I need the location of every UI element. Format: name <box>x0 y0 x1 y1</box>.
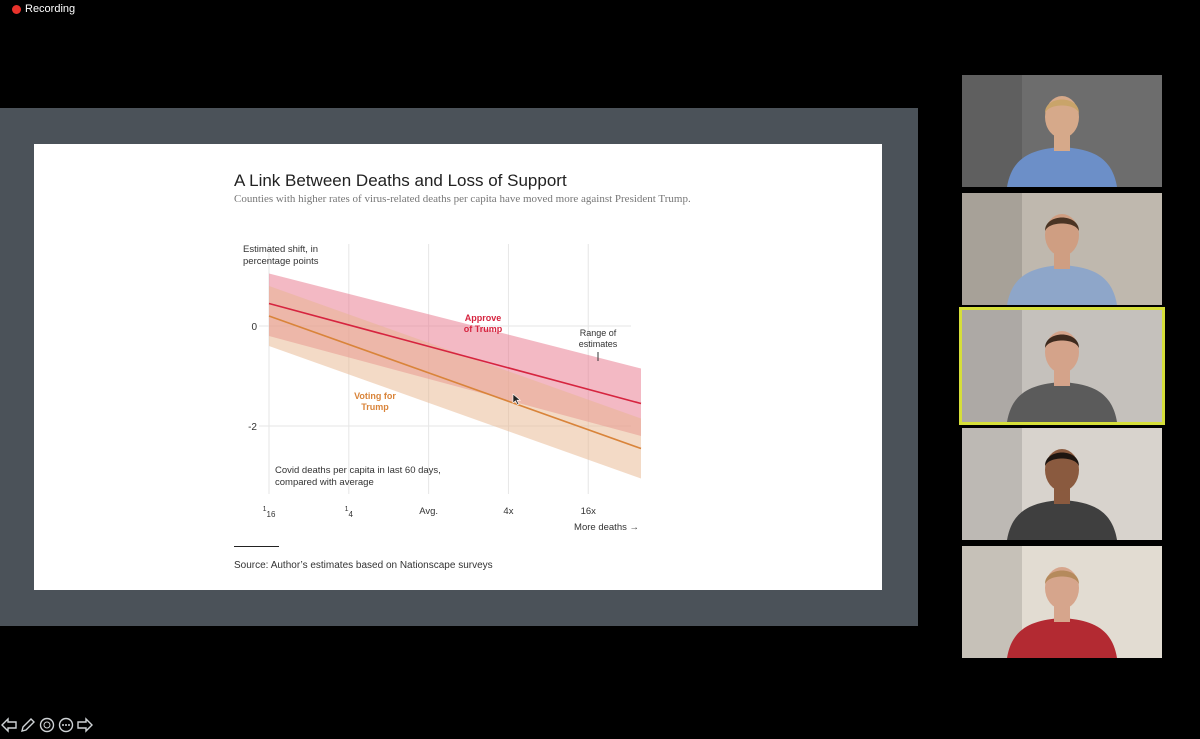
slide-subtitle: Counties with higher rates of virus-related deaths per capita have moved more against President Trump. <box>234 193 691 205</box>
series-label-voting: Trump <box>361 402 389 412</box>
series-label-approve: of Trump <box>463 324 503 334</box>
x-tick-label: 16x <box>580 506 596 517</box>
participant-tile-2[interactable] <box>962 193 1162 305</box>
recording-label: Recording <box>25 3 76 15</box>
slide-title: A Link Between Deaths and Loss of Support <box>234 171 567 190</box>
range-annotation: estimates <box>578 339 618 349</box>
participant-tile-1[interactable] <box>962 75 1162 187</box>
participant-tile-4[interactable] <box>962 428 1162 540</box>
y-axis-label: Estimated shift, in <box>243 244 318 255</box>
series-label-approve: Approve <box>464 313 502 323</box>
slide-source: Source: Author’s estimates based on Nationscape surveys <box>234 560 493 571</box>
y-tick-label: 0 <box>251 322 257 333</box>
range-annotation: Range of <box>579 328 617 338</box>
presentation-slide <box>34 144 882 590</box>
more-icon[interactable] <box>57 716 75 734</box>
recording-indicator <box>12 3 75 15</box>
forward-arrow-icon[interactable] <box>76 716 94 734</box>
participant-tile-5[interactable] <box>962 546 1162 658</box>
x-axis-label: compared with average <box>275 477 374 488</box>
x-tick-label: Avg. <box>419 506 439 517</box>
y-tick-label: -2 <box>248 422 257 433</box>
annotation-toolbar <box>0 714 94 736</box>
chart <box>229 236 659 546</box>
record-icon <box>12 5 21 14</box>
participant-tile-3-active-speaker[interactable] <box>962 310 1162 422</box>
pen-icon[interactable] <box>19 716 37 734</box>
y-axis-label: percentage points <box>243 256 319 267</box>
more-deaths-label: More deaths → <box>574 522 639 533</box>
back-arrow-icon[interactable] <box>0 716 18 734</box>
x-axis-label: Covid deaths per capita in last 60 days, <box>275 465 441 476</box>
x-tick-label: $^1_{16}$ <box>262 506 276 519</box>
x-tick-label: 4x <box>503 506 514 517</box>
source-divider <box>234 546 279 547</box>
series-label-voting: Voting for <box>354 391 396 401</box>
screen-share-area <box>0 108 918 626</box>
pointer-icon[interactable] <box>38 716 56 734</box>
x-tick-label: $^1_4$ <box>344 506 353 519</box>
